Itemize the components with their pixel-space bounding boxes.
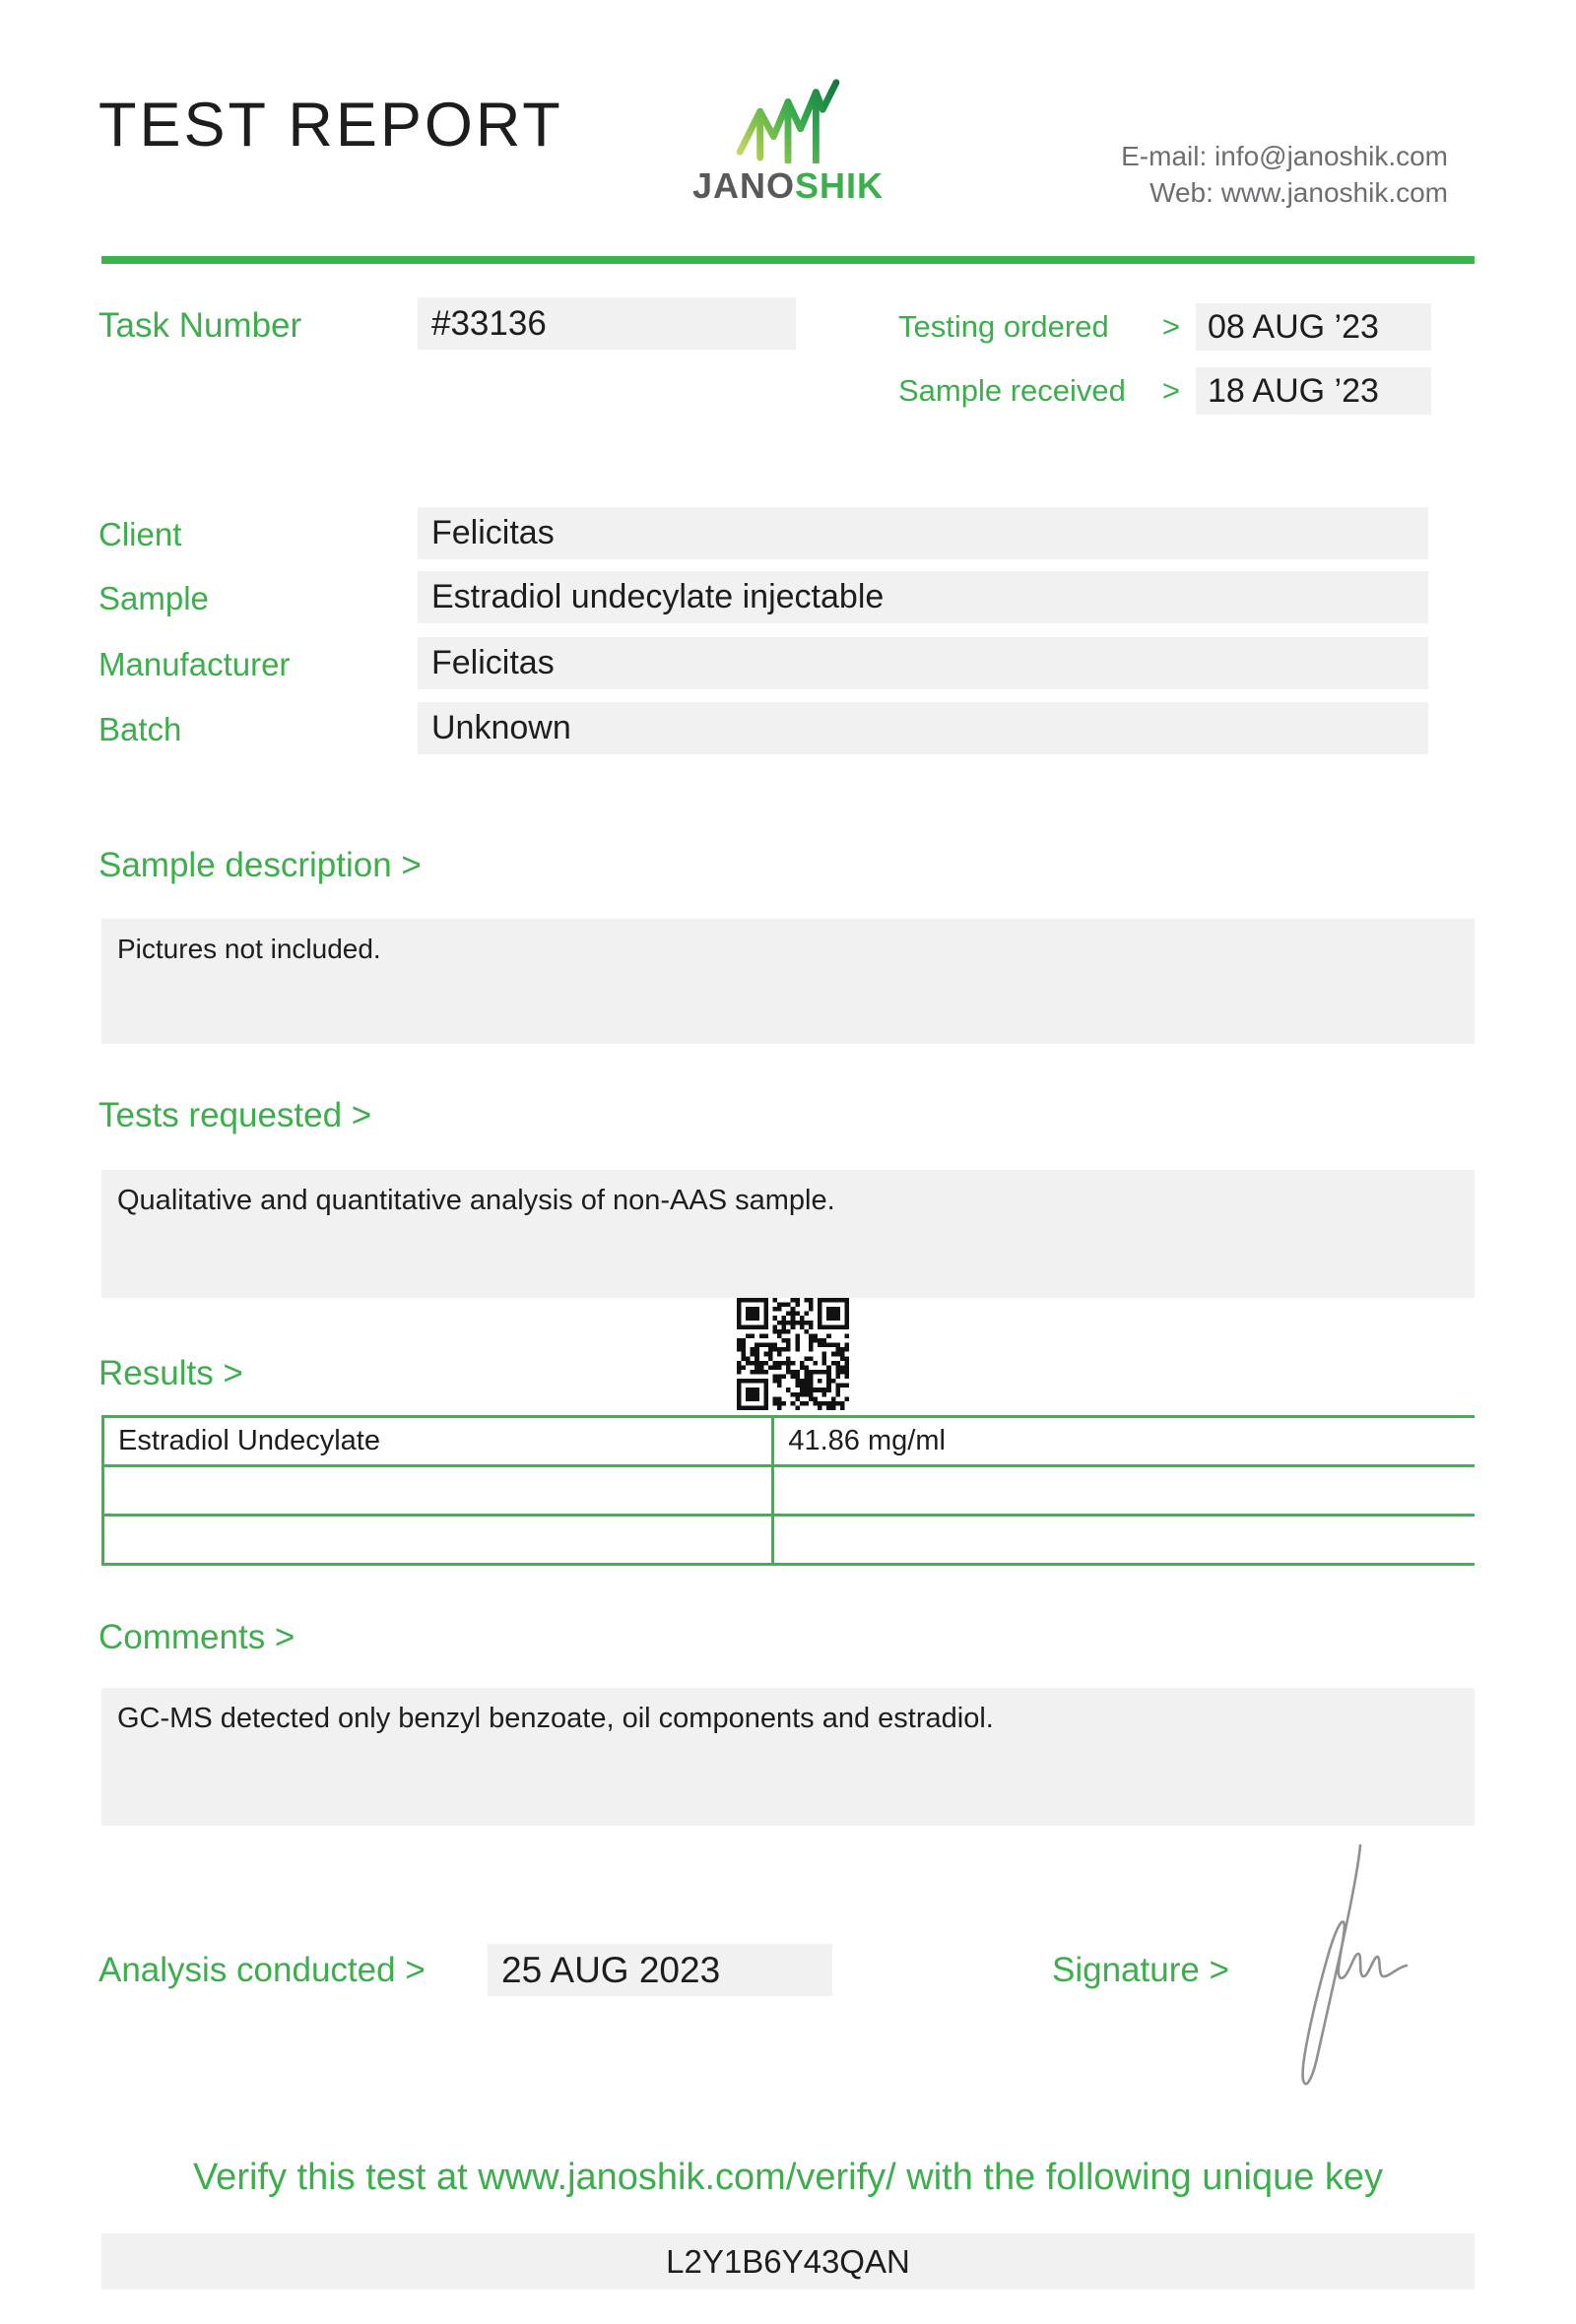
results-cell-empty [774,1467,1475,1514]
sample-description-box [101,919,1475,1044]
logo-text-green: SHIK [795,165,885,206]
client-label: Client [98,516,182,552]
sample-description-text: Pictures not included. [117,934,381,964]
contact-web: Web: www.janoshik.com [1149,177,1448,208]
contact-block [1121,138,1448,211]
results-cell-empty [104,1517,771,1563]
comments-heading: Comments > [98,1618,296,1656]
comments-box [101,1688,1475,1826]
qr-code-icon [737,1298,849,1410]
batch-label: Batch [98,711,182,747]
logo-text-gray: JANO [691,165,795,206]
manufacturer-label: Manufacturer [98,646,291,682]
testing-ordered-row [898,300,1431,353]
task-number-label: Task Number [98,306,302,345]
unique-key-value: L2Y1B6Y43QAN [101,2233,1475,2290]
task-number-value: #33136 [418,297,796,350]
manufacturer-value: Felicitas [418,637,1428,689]
logo-wordmark [680,165,896,207]
signature-scribble [1266,1832,1413,2112]
sample-label: Sample [98,580,209,616]
sample-received-value: 18 AUG ’23 [1196,367,1431,415]
sample-value: Estradiol undecylate injectable [418,571,1428,623]
comments-text: GC-MS detected only benzyl benzoate, oil components and estradiol. [117,1703,994,1734]
sample-received-arrow: > [1161,372,1180,408]
sample-received-row [898,364,1431,417]
analysis-conducted-value: 25 AUG 2023 [488,1944,832,1996]
header-divider [101,256,1475,264]
sample-received-label: Sample received [898,372,1126,408]
page-title: TEST REPORT [98,91,563,160]
client-value: Felicitas [418,507,1428,559]
tests-requested-heading: Tests requested > [98,1096,372,1134]
tests-requested-box [101,1170,1475,1298]
results-cell-empty [774,1517,1475,1563]
contact-email: E-mail: info@janoshik.com [1121,141,1448,171]
results-cell-concentration: 41.86 mg/ml [774,1418,1475,1464]
janoshik-logo [680,77,896,207]
trend-chart-icon [729,77,847,163]
testing-ordered-label: Testing ordered [898,308,1109,344]
batch-value: Unknown [418,702,1428,754]
verify-instruction: Verify this test at www.janoshik.com/verify/ with the following unique key [192,2157,1384,2198]
results-cell-empty [104,1467,771,1514]
sample-description-heading: Sample description > [98,846,422,884]
results-table [101,1415,1475,1566]
testing-ordered-value: 08 AUG ’23 [1196,303,1431,351]
analysis-conducted-label: Analysis conducted > [98,1951,426,1989]
results-cell-substance: Estradiol Undecylate [104,1418,771,1464]
testing-ordered-arrow: > [1161,308,1180,344]
tests-requested-text: Qualitative and quantitative analysis of non-AAS sample. [117,1185,835,1216]
results-heading: Results > [98,1354,243,1392]
signature-label: Signature > [1052,1951,1229,1989]
